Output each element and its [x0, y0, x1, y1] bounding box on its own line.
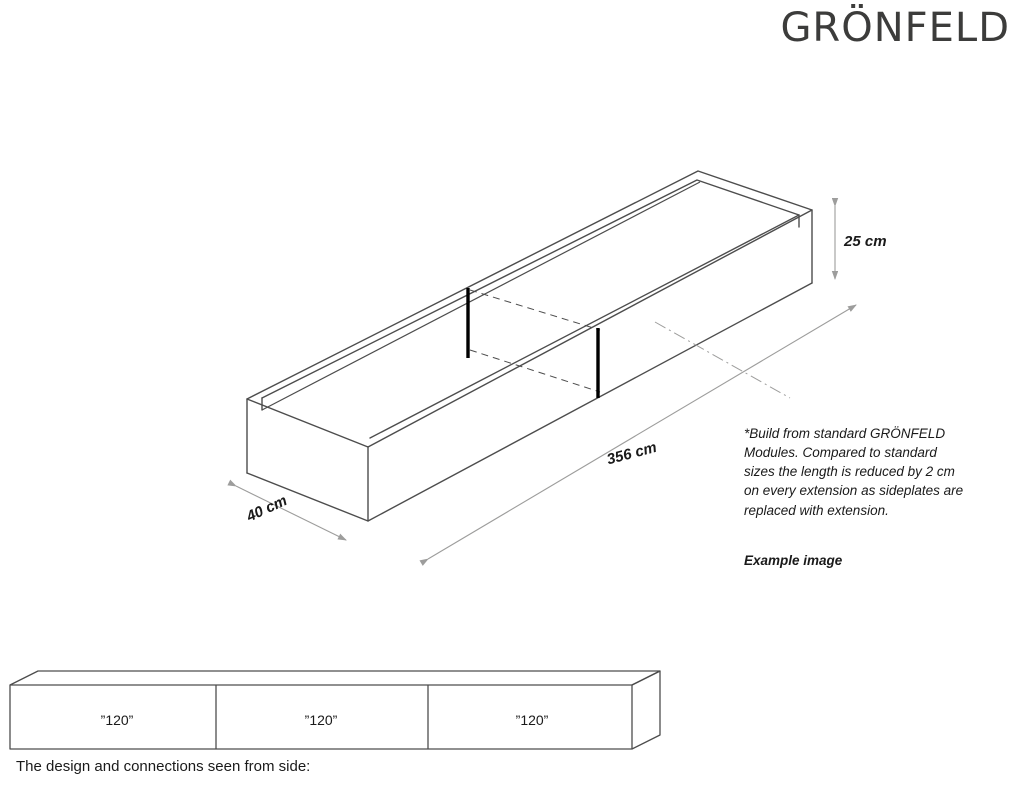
dimension-label-length: 356 cm [605, 438, 659, 469]
build-note: *Build from standard GRÖNFELD Modules. Compared to standard sizes the length is reduced by 2 cm on every extension as sideplates are replaced with extension. [744, 426, 964, 518]
connector-plates [468, 288, 598, 398]
top-rim-outer [247, 171, 812, 447]
example-image-note: Example image [744, 553, 843, 568]
side-view-caption: The design and connections seen from side: [16, 758, 311, 775]
interior-back-bottom [262, 182, 700, 410]
module-label-2: ”120” [304, 712, 338, 728]
hidden-partition-lines [470, 290, 600, 392]
dimension-label-depth: 40 cm [244, 492, 290, 526]
module-label-3: ”120” [515, 712, 549, 728]
side-view-svg [0, 655, 1024, 765]
note-leader-line [655, 322, 790, 398]
hidden-line-2 [470, 350, 600, 392]
hidden-line-1 [470, 290, 600, 330]
gronfeld-logo: GRÖNFELD [780, 5, 1010, 51]
dimension-label-height: 25 cm [844, 233, 887, 250]
side-view-drawing [0, 655, 1024, 765]
side-view-right-face [632, 671, 660, 749]
side-view-top-face [10, 671, 660, 685]
module-label-1: ”120” [100, 712, 134, 728]
box-outline [247, 171, 812, 521]
bottom-outline [247, 283, 812, 521]
